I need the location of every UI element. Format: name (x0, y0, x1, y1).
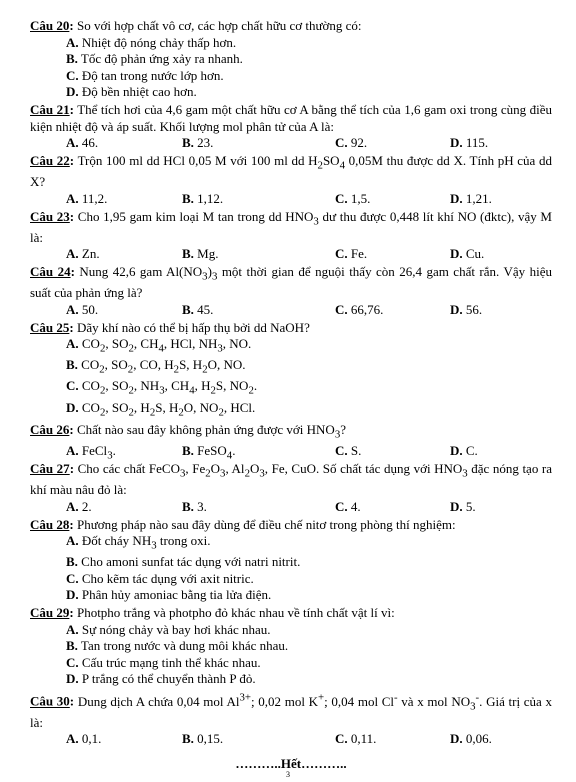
question-stem: Câu 23: Cho 1,95 gam kim loại M tan trong dd $HNO_3$ dư thu được 0,448 lít khí NO (đktc), vậy M là: (30, 208, 552, 245)
answer-option: D. 115. (450, 135, 489, 150)
answer-option: A. 2. (66, 498, 92, 514)
question-label: Câu 23 (30, 208, 70, 224)
question-stem: Câu 27: Cho các chất FeCO$_3$, $Fe_2O_3$, $Al_2O_3$, Fe, CuO. Số chất tác dụng với $HNO_3$ đặc nóng tạo ra khí màu nâu đỏ là: (30, 461, 552, 498)
question-2 (30, 153, 552, 207)
question-1 (30, 102, 552, 152)
question-text: So với hợp chất vô cơ, các hợp chất hữu cơ thường có: (73, 18, 362, 33)
question-9 (30, 605, 552, 688)
question-label: Câu 20 (30, 18, 70, 33)
answer-option: B. Tốc độ phản ứng xảy ra nhanh. (66, 51, 243, 66)
answer-option: A. Đốt cháy $NH_3$ trong oxi. (66, 533, 211, 552)
question-list (30, 18, 552, 748)
answer-option: D. 0,06. (450, 731, 492, 747)
question-text: Photpho trắng và photpho đỏ khác nhau về tính chất vật lí vì: (73, 605, 395, 621)
answer-option: A. $CO_2$, $SO_2$, $CH_4$, HCl, $NH_3$, NO. (66, 336, 252, 355)
answer-option: D. 1,21. (450, 190, 492, 206)
answer-options (66, 622, 552, 688)
answer-option: C. Độ tan trong nước lớp hơn. (66, 67, 224, 83)
question-stem: Câu 20: So với hợp chất vô cơ, các hợp chất hữu cơ thường có: (30, 18, 362, 33)
answer-option: C. $CO_2$, $SO_2$, $NH_3$, $CH_4$, $H_2S$, $NO_2$. (66, 378, 258, 398)
question-text: Cho các chất FeCO$_3$, $Fe_2O_3$, $Al_2O_3$, Fe, CuO. Số chất tác dụng với $HNO_3$ đặc nóng tạo ra khí màu nâu đỏ là: (30, 461, 552, 498)
answer-options (30, 302, 552, 319)
question-7 (30, 461, 552, 515)
answer-option: D. $CO_2$, $SO_2$, $H_2S$, $H_2O$, $NO_2$, HCl. (66, 399, 256, 419)
question-stem: Câu 26: Chất nào sau đây không phản ứng được với $HNO_3$? (30, 422, 347, 441)
answer-option: C. 1,5. (335, 190, 371, 206)
answer-option: A. Zn. (66, 246, 100, 262)
answer-option: D. 56. (450, 301, 483, 317)
question-5 (30, 320, 552, 421)
page-number: 3 (286, 770, 290, 779)
answer-option: A. 0,1. (66, 731, 102, 747)
question-text: Trộn 100 ml dd HCl 0,05 M với 100 ml dd $H_2SO_4$ 0,05M thu được dd X. Tính pH của dd X? (30, 153, 552, 190)
question-text: Phương pháp nào sau đây dùng để điều chế nitơ trong phòng thí nghiệm: (73, 516, 456, 532)
question-text: Cho 1,95 gam kim loại M tan trong dd $HNO_3$ dư thu được 0,448 lít khí NO (đktc), vậy M là: (30, 208, 552, 245)
answer-option: B. Tan trong nước và dung môi khác nhau. (66, 638, 289, 654)
question-text: Chất nào sau đây không phản ứng được với $HNO_3$? (73, 422, 347, 441)
answer-option: B. 23. (182, 135, 214, 150)
answer-option: C. 66,76. (335, 301, 384, 317)
question-label: Câu 29 (30, 605, 70, 621)
answer-option: A. 11,2. (66, 190, 108, 206)
answer-options (30, 135, 552, 152)
question-label: Câu 21 (30, 102, 70, 117)
answer-options (30, 499, 552, 516)
answer-option: B. 0,15. (182, 731, 224, 747)
question-text: Thể tích hơi của 4,6 gam một chất hữu cơ A bằng thể tích của 1,6 gam oxi trong cùng điều kiện nhiệt độ và áp suất. Khối lượng mol phân tử của A là: (30, 102, 553, 134)
question-stem: Câu 24: Nung 42,6 gam $Al(NO_3)_3$ một thời gian để nguội thấy còn 26,4 gam chất rắn. Vậy hiệu suất của phản ứng là? (30, 264, 552, 301)
answer-option: B. 1,12. (182, 190, 224, 206)
answer-option: D. C. (450, 443, 478, 459)
answer-option: C. 0,11. (335, 731, 377, 747)
answer-option: B. Mg. (182, 246, 219, 262)
answer-option: C. Fe. (335, 246, 368, 262)
question-3 (30, 209, 552, 263)
question-label: Câu 22 (30, 153, 70, 168)
answer-option: D. Cu. (450, 246, 485, 262)
answer-option: D. Phân hủy amoniac bằng tia lửa điện. (66, 587, 272, 603)
question-stem: Câu 29: Photpho trắng và photpho đỏ khác nhau về tính chất vật lí vì: (30, 605, 395, 621)
question-text: Dung dịch A chứa 0,04 mol $Al^{3+}$; 0,02 mol K+; 0,04 mol Cl- và x mol $NO_3^-$. Giá trị của x là: (30, 691, 552, 730)
answer-option: B. $CO_2$, $SO_2$, CO, $H_2S$, $H_2O$, NO. (66, 357, 246, 376)
question-text: Dãy khí nào có thể bị hấp thụ bởi dd NaOH? (73, 319, 310, 335)
answer-option: A. Sự nóng chảy và bay hơi khác nhau. (66, 621, 271, 637)
answer-options (30, 191, 552, 208)
answer-option: A. FeCl$_3$. (66, 443, 116, 462)
answer-option: A. 50. (66, 301, 99, 317)
question-label: Câu 25 (30, 319, 70, 335)
answer-options (30, 246, 552, 263)
answer-option: D. Độ bền nhiệt cao hơn. (66, 84, 197, 99)
question-label: Câu 27 (30, 461, 70, 477)
question-label: Câu 24 (30, 264, 71, 280)
question-8 (30, 517, 552, 604)
answer-option: C. 92. (335, 135, 368, 150)
question-10 (30, 689, 552, 747)
answer-options (30, 731, 552, 748)
answer-option: C. Cho kẽm tác dụng với axit nitric. (66, 570, 254, 586)
answer-option: B. FeSO$_4$. (182, 443, 236, 462)
question-stem: Câu 30: Dung dịch A chứa 0,04 mol $Al^{3+}$; 0,02 mol K+; 0,04 mol Cl- và x mol $NO_3^-$. Giá trị của x là: (30, 691, 552, 730)
question-stem: Câu 22: Trộn 100 ml dd HCl 0,05 M với 100 ml dd $H_2SO_4$ 0,05M thu được dd X. Tính pH của dd X? (30, 153, 552, 190)
question-stem: Câu 21: Thể tích hơi của 4,6 gam một chất hữu cơ A bằng thể tích của 1,6 gam oxi trong cùng điều kiện nhiệt độ và áp suất. Khối lượng mol phân tử của A là: (30, 102, 553, 134)
answer-option: D. 5. (450, 498, 476, 514)
answer-option: B. 45. (182, 301, 214, 317)
question-label: Câu 28 (30, 516, 70, 532)
answer-option: C. S. (335, 443, 362, 459)
answer-options (66, 336, 552, 420)
answer-option: A. 46. (66, 135, 99, 150)
question-stem: Câu 28: Phương pháp nào sau đây dùng để điều chế nitơ trong phòng thí nghiệm: (30, 516, 456, 532)
answer-options (66, 35, 552, 101)
question-label: Câu 30 (30, 693, 70, 709)
answer-option: D. P trắng có thể chuyển thành P đỏ. (66, 671, 256, 687)
answer-option: B. 3. (182, 498, 207, 514)
question-stem: Câu 25: Dãy khí nào có thể bị hấp thụ bởi dd NaOH? (30, 319, 310, 335)
answer-option: B. Cho amoni sunfat tác dụng với natri nitrit. (66, 554, 301, 570)
answer-option: C. Cấu trúc mạng tinh thể khác nhau. (66, 654, 261, 670)
answer-option: A. Nhiệt độ nóng chảy thấp hơn. (66, 34, 237, 50)
question-text: Nung 42,6 gam $Al(NO_3)_3$ một thời gian để nguội thấy còn 26,4 gam chất rắn. Vậy hiệu suất của phản ứng là? (30, 264, 552, 301)
question-label: Câu 26 (30, 422, 70, 438)
answer-options (66, 533, 552, 604)
question-6 (30, 422, 552, 460)
question-4 (30, 264, 552, 318)
answer-options (30, 443, 552, 460)
end-marker: ………..Hết……….. (235, 755, 347, 771)
answer-option: C. 4. (335, 498, 361, 514)
question-0 (30, 18, 552, 101)
